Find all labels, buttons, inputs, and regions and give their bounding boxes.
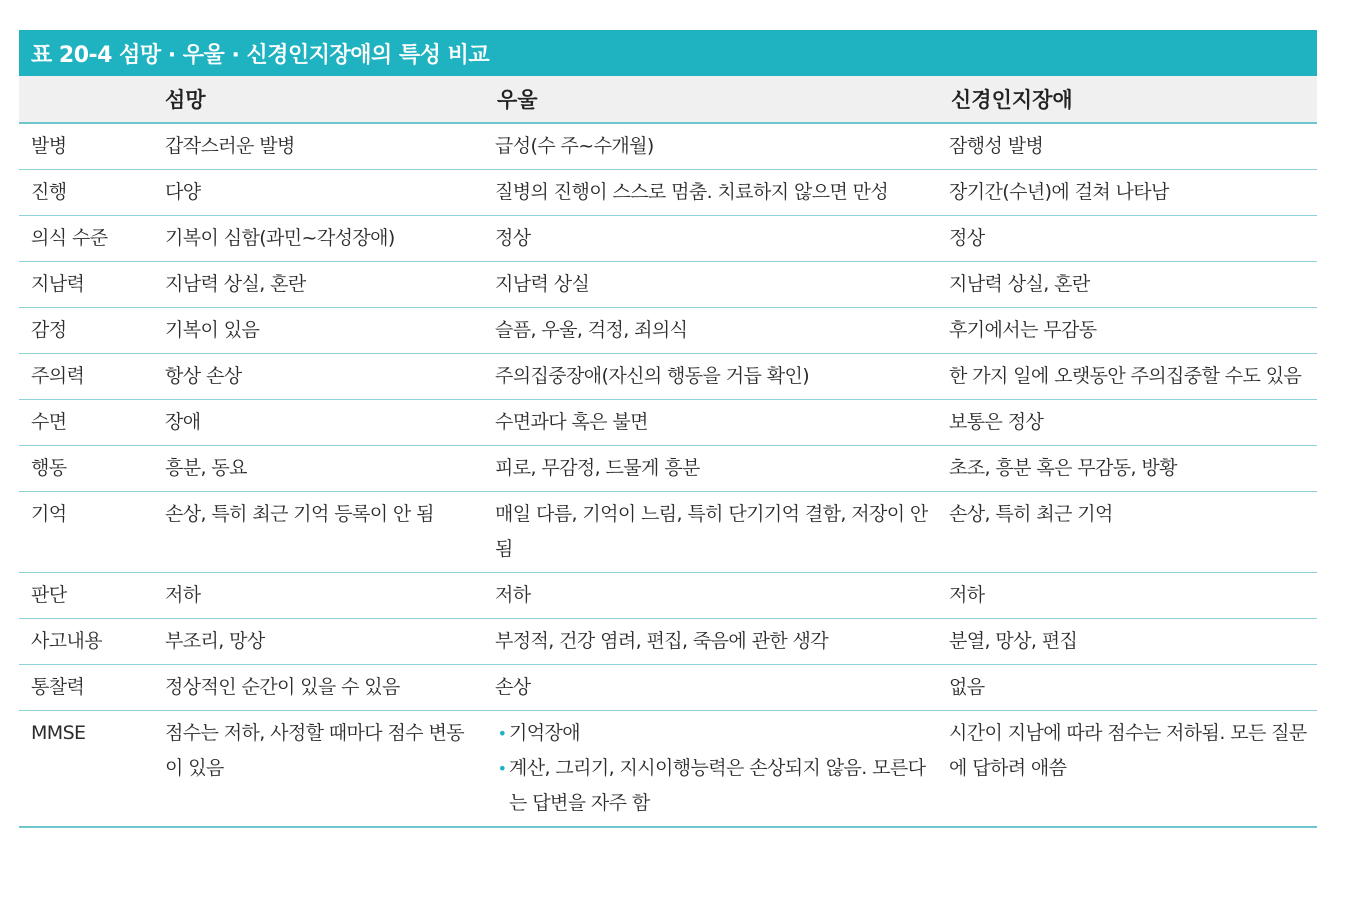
cell-depression: 주의집중장애(자신의 행동을 거듭 확인) [495, 365, 810, 387]
cell-depression: 수면과다 혹은 불면 [495, 411, 648, 433]
cell-dementia: 정상 [949, 227, 985, 249]
cell-dementia: 후기에서는 무감동 [949, 319, 1097, 341]
cell-delirium: 흥분, 동요 [165, 457, 247, 479]
table-row [19, 124, 1317, 170]
cell-depression: 저하 [495, 584, 531, 606]
table-row [19, 216, 1317, 262]
table-row [19, 400, 1317, 446]
bullet-text: 기억장애 [509, 722, 581, 744]
bullet-item [495, 716, 929, 751]
row-label: 수면 [31, 411, 67, 433]
cell-delirium: 정상적인 순간이 있을 수 있음 [165, 676, 400, 698]
cell-delirium: 저하 [165, 584, 201, 606]
row-label: 발병 [31, 135, 67, 157]
table-row [19, 492, 1317, 573]
table-title: 표 20-4 섬망 · 우울 · 신경인지장애의 특성 비교 [19, 30, 1317, 76]
cell-delirium: 다양 [165, 181, 201, 203]
cell-dementia: 지남력 상실, 혼란 [949, 273, 1090, 295]
comparison-table [19, 30, 1317, 828]
table-row [19, 665, 1317, 711]
cell-delirium: 항상 손상 [165, 365, 242, 387]
cell-dementia: 보통은 정상 [949, 411, 1044, 433]
bullet-item [495, 751, 929, 821]
row-label: 판단 [31, 584, 67, 606]
row-label: 통찰력 [31, 676, 85, 698]
cell-depression: 손상 [495, 676, 531, 698]
cell-dementia: 분열, 망상, 편집 [949, 630, 1078, 652]
bullet-dot-icon: • [497, 759, 507, 778]
cell-depression [483, 711, 937, 826]
row-label: MMSE [31, 722, 86, 744]
cell-dementia: 한 가지 일에 오랫동안 주의집중할 수도 있음 [949, 365, 1302, 387]
table-row-mmse [19, 711, 1317, 828]
cell-dementia: 시간이 지남에 따라 점수는 저하됨. 모든 질문에 답하려 애씀 [949, 722, 1307, 779]
cell-depression: 매일 다름, 기억이 느림, 특히 단기기억 결함, 저장이 안 됨 [495, 503, 928, 560]
row-label: 진행 [31, 181, 67, 203]
cell-depression: 질병의 진행이 스스로 멈춤. 치료하지 않으면 만성 [495, 181, 889, 203]
cell-dementia: 손상, 특히 최근 기억 [949, 503, 1113, 525]
row-label: 기억 [31, 503, 67, 525]
cell-delirium: 기복이 있음 [165, 319, 260, 341]
cell-depression: 슬픔, 우울, 걱정, 죄의식 [495, 319, 688, 341]
row-label: 사고내용 [31, 630, 103, 652]
header-cell-delirium: 섬망 [165, 88, 206, 112]
cell-depression: 정상 [495, 227, 531, 249]
cell-dementia: 초조, 흥분 혹은 무감동, 방황 [949, 457, 1177, 479]
row-label: 감정 [31, 319, 67, 341]
header-cell-dementia: 신경인지장애 [951, 88, 1073, 112]
row-label: 의식 수준 [31, 227, 108, 249]
cell-delirium: 지남력 상실, 혼란 [165, 273, 306, 295]
row-label: 지남력 [31, 273, 85, 295]
table-header-row [19, 76, 1317, 124]
table-row [19, 354, 1317, 400]
cell-delirium: 부조리, 망상 [165, 630, 265, 652]
bullet-dot-icon: • [497, 724, 507, 743]
cell-delirium: 기복이 심함(과민~각성장애) [165, 227, 395, 249]
cell-depression: 지남력 상실 [495, 273, 590, 295]
header-cell-depression: 우울 [497, 88, 538, 112]
cell-dementia: 장기간(수년)에 걸쳐 나타남 [949, 181, 1169, 203]
cell-delirium: 손상, 특히 최근 기억 등록이 안 됨 [165, 503, 434, 525]
table-row [19, 619, 1317, 665]
table-row [19, 262, 1317, 308]
table-row [19, 446, 1317, 492]
table-row [19, 573, 1317, 619]
table-row [19, 170, 1317, 216]
row-label: 주의력 [31, 365, 85, 387]
cell-depression: 부정적, 건강 염려, 편집, 죽음에 관한 생각 [495, 630, 829, 652]
cell-delirium: 점수는 저하, 사정할 때마다 점수 변동이 있음 [165, 722, 464, 779]
cell-dementia: 없음 [949, 676, 985, 698]
cell-dementia: 잠행성 발병 [949, 135, 1044, 157]
cell-depression: 피로, 무감정, 드물게 흥분 [495, 457, 700, 479]
cell-delirium: 장애 [165, 411, 201, 433]
cell-depression: 급성(수 주~수개월) [495, 135, 654, 157]
cell-dementia: 저하 [949, 584, 985, 606]
table-row [19, 308, 1317, 354]
bullet-text: 계산, 그리기, 지시이행능력은 손상되지 않음. 모른다는 답변을 자주 함 [509, 757, 926, 814]
cell-delirium: 갑작스러운 발병 [165, 135, 295, 157]
row-label: 행동 [31, 457, 67, 479]
